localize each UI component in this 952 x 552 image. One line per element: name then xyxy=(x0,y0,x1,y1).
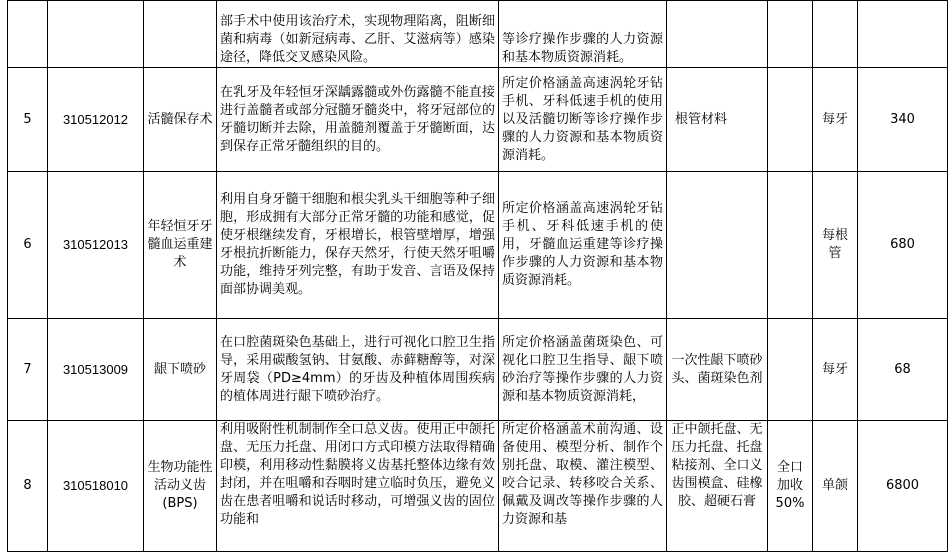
item-note xyxy=(768,68,813,172)
item-note xyxy=(768,319,813,421)
row-number: 7 xyxy=(8,319,48,421)
item-code: 310513009 xyxy=(48,319,144,421)
item-name: 龈下喷砂 xyxy=(144,319,217,421)
item-name: 生物功能性活动义齿(BPS) xyxy=(144,421,217,552)
excluded-items xyxy=(667,1,768,68)
pricing-scope: 所定价格涵盖菌斑染色、可视化口腔卫生指导、龈下喷砂治疗等操作步骤的人力资源和基本物质资源消耗， xyxy=(499,319,667,421)
item-note: 全口加收50% xyxy=(768,421,813,552)
excluded-items: 根管材料 xyxy=(667,68,768,172)
table-row xyxy=(8,68,948,172)
pricing-unit: 每牙 xyxy=(813,319,858,421)
table-row xyxy=(8,1,948,68)
item-description: 利用吸附性机制制作全口总义齿。使用正中颌托盘、无压力托盘、用闭口方式印模方法取得精确印模，利用移动性黏膜将义齿基托整体边缘有效封闭，并在咀嚼和吞咽时建立临时负压，避免义齿在患者咀嚼和说话时移动，可增强义齿的固位功能和 xyxy=(217,421,499,552)
item-price: 680 xyxy=(858,172,948,319)
pricing-unit: 单颌 xyxy=(813,421,858,552)
table-row xyxy=(8,421,948,552)
item-description: 利用自身牙髓干细胞和根尖乳头干细胞等种子细胞，形成拥有大部分正常牙髓的功能和感觉，促使牙根继续发育，牙根增长，根管壁增厚，增强牙根抗折断能力，保存天然牙，行使天然牙咀嚼功能，维持牙列完整，有助于发音、言语及保持面部协调美观。 xyxy=(217,172,499,319)
table-row xyxy=(8,172,948,319)
item-name: 年轻恒牙牙髓血运重建术 xyxy=(144,172,217,319)
pricing-unit xyxy=(813,1,858,68)
pricing-scope: 所定价格涵盖术前沟通、设备使用、模型分析、制作个别托盘、取模、灌注模型、咬合记录、转移咬合关系、佩戴及调改等操作步骤的人力资源和基 xyxy=(499,421,667,552)
item-description: 在口腔菌斑染色基础上，进行可视化口腔卫生指导，采用碳酸氢钠、甘氨酸、赤藓糖醇等，对深牙周袋（PD≥4mm）的牙齿及种植体周围疾病的植体周进行龈下喷砂治疗。 xyxy=(217,319,499,421)
pricing-unit: 每牙 xyxy=(813,68,858,172)
pricing-table xyxy=(7,0,948,552)
item-note xyxy=(768,172,813,319)
item-price: 340 xyxy=(858,68,948,172)
item-description: 部手术中使用该治疗术，实现物理陷离，阻断细菌和病毒（如新冠病毒、乙肝、艾滋病等）感染途径，降低交叉感染风险。 xyxy=(217,1,499,68)
item-code: 310512013 xyxy=(48,172,144,319)
item-price: 68 xyxy=(858,319,948,421)
item-price: 6800 xyxy=(858,421,948,552)
pricing-scope: 等诊疗操作步骤的人力资源和基本物质资源消耗。 xyxy=(499,1,667,68)
row-number: 5 xyxy=(8,68,48,172)
pricing-scope: 所定价格涵盖高速涡轮牙钻手机、牙科低速手机的使用以及活髓切断等诊疗操作步骤的人力资源和基本物质资源消耗。 xyxy=(499,68,667,172)
excluded-items: 正中颌托盘、无压力托盘、托盘粘接剂、全口义齿围模盒、硅橡胶、超硬石膏 xyxy=(667,421,768,552)
item-name: 活髓保存术 xyxy=(144,68,217,172)
item-code: 310518010 xyxy=(48,421,144,552)
item-code: 310512012 xyxy=(48,68,144,172)
item-description: 在乳牙及年轻恒牙深龋露髓或外伤露髓不能直接进行盖髓者或部分冠髓牙髓炎中，将牙冠部位的牙髓切断并去除，用盖髓剂覆盖于牙髓断面，达到保存正常牙髓组织的目的。 xyxy=(217,68,499,172)
pricing-scope: 所定价格涵盖高速涡轮牙钻手机、牙科低速手机的使用，牙髓血运重建等诊疗操作步骤的人力资源和基本物质资源消耗。 xyxy=(499,172,667,319)
item-name xyxy=(144,1,217,68)
pricing-unit: 每根管 xyxy=(813,172,858,319)
item-code xyxy=(48,1,144,68)
row-number: 8 xyxy=(8,421,48,552)
table-row xyxy=(8,319,948,421)
excluded-items xyxy=(667,172,768,319)
row-number: 6 xyxy=(8,172,48,319)
excluded-items: 一次性龈下喷砂头、菌斑染色剂 xyxy=(667,319,768,421)
item-note xyxy=(768,1,813,68)
item-price xyxy=(858,1,948,68)
row-number xyxy=(8,1,48,68)
